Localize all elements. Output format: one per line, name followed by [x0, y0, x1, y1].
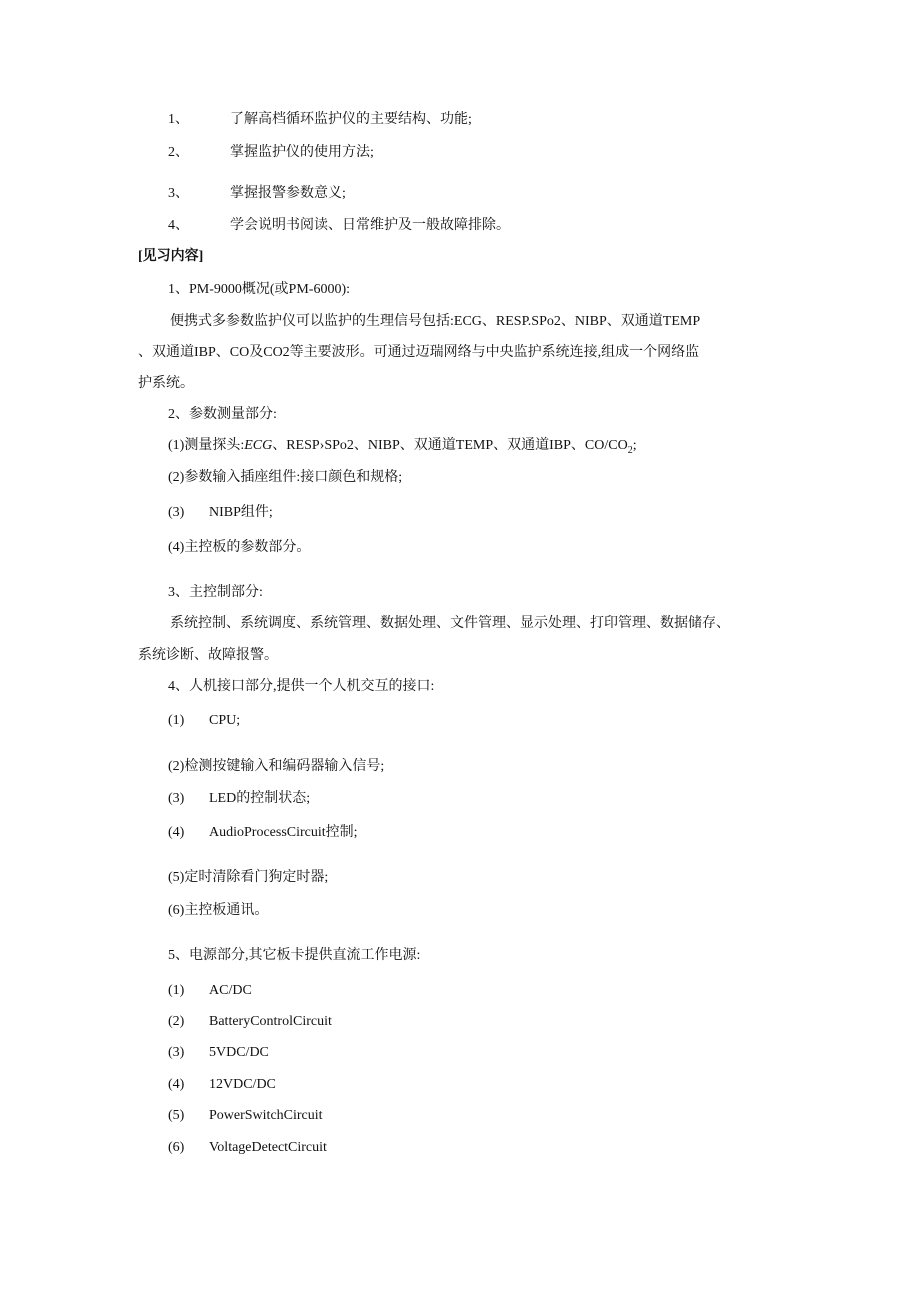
- section-4-item-6: (6)主控板通讯。: [168, 903, 269, 918]
- item-number: (4): [168, 825, 185, 840]
- item-1-rest: 、RESP›SPo2、NIBP、双通道TEMP、双通道IBP、CO/CO: [272, 438, 628, 453]
- item-number: (2): [168, 1014, 185, 1029]
- item-number: (3): [168, 1045, 185, 1060]
- objective-number: 1、: [168, 112, 189, 127]
- section-3-title: 3、主控制部分:: [168, 585, 263, 600]
- section-4-title: 4、人机接口部分,提供一个人机交互的接口:: [168, 679, 435, 694]
- item-number: (5): [168, 1108, 185, 1123]
- objective-text: 了解高档循环监护仪的主要结构、功能;: [230, 112, 472, 127]
- objective-number: 2、: [168, 145, 189, 160]
- section-1-title: 1、PM-9000概况(或PM-6000):: [168, 282, 351, 297]
- objective-text: 学会说明书阅读、日常维护及一般故障排除。: [230, 218, 510, 233]
- item-text: 12VDC/DC: [209, 1077, 276, 1092]
- objective-number: 4、: [168, 218, 189, 233]
- co2-subscript: 2: [627, 444, 633, 456]
- section-1-para-line-2: 、双通道IBP、CO及CO2等主要波形。可通过迈瑞网络与中央监护系统连接,组成一个网络监: [138, 345, 700, 360]
- item-text: NIBP组件;: [209, 505, 273, 520]
- section-2-item-4: (4)主控板的参数部分。: [168, 540, 311, 555]
- section-1-para-line-1: 便携式多参数监护仪可以监护的生理信号包括:ECG、RESP.SPo2、NIBP、双通道TEMP: [170, 314, 701, 329]
- section-2-item-2: (2)参数输入插座组件:接口颜色和规格;: [168, 470, 403, 485]
- objective-text: 掌握监护仪的使用方法;: [230, 145, 374, 160]
- section-5-title: 5、电源部分,其它板卡提供直流工作电源:: [168, 948, 421, 963]
- item-1-end: ;: [632, 438, 637, 453]
- section-3-para-line-2: 系统诊断、故障报警。: [138, 648, 278, 663]
- section-1-para-line-3: 护系统。: [138, 376, 194, 391]
- item-text: BatteryControlCircuit: [209, 1014, 332, 1029]
- section-2-item-1: [168, 436, 637, 461]
- section-heading: [见习内容]: [138, 249, 204, 264]
- section-3-para-line-1: 系统控制、系统调度、系统管理、数据处理、文件管理、显示处理、打印管理、数据储存、: [170, 616, 730, 631]
- item-text: AudioProcessCircuit控制;: [209, 825, 358, 840]
- item-number: (4): [168, 1077, 185, 1092]
- item-number: (1): [168, 713, 185, 728]
- item-text: PowerSwitchCircuit: [209, 1108, 323, 1123]
- item-number: (3): [168, 791, 185, 806]
- item-text: CPU;: [209, 713, 241, 728]
- item-1-prefix: (1)测量探头:: [168, 438, 245, 453]
- objective-number: 3、: [168, 186, 189, 201]
- section-2-title: 2、参数测量部分:: [168, 407, 277, 422]
- item-text: 5VDC/DC: [209, 1045, 269, 1060]
- item-text: VoltageDetectCircuit: [209, 1140, 327, 1155]
- section-4-item-5: (5)定时清除看门狗定时器;: [168, 870, 329, 885]
- section-4-item-2: (2)检测按键输入和编码器输入信号;: [168, 759, 385, 774]
- item-text: AC/DC: [209, 983, 252, 998]
- objective-text: 掌握报警参数意义;: [230, 186, 346, 201]
- item-number: (3): [168, 505, 185, 520]
- item-number: (1): [168, 983, 185, 998]
- ecg-italic: ECG: [244, 438, 273, 453]
- item-number: (6): [168, 1140, 185, 1155]
- item-text: LED的控制状态;: [209, 791, 311, 806]
